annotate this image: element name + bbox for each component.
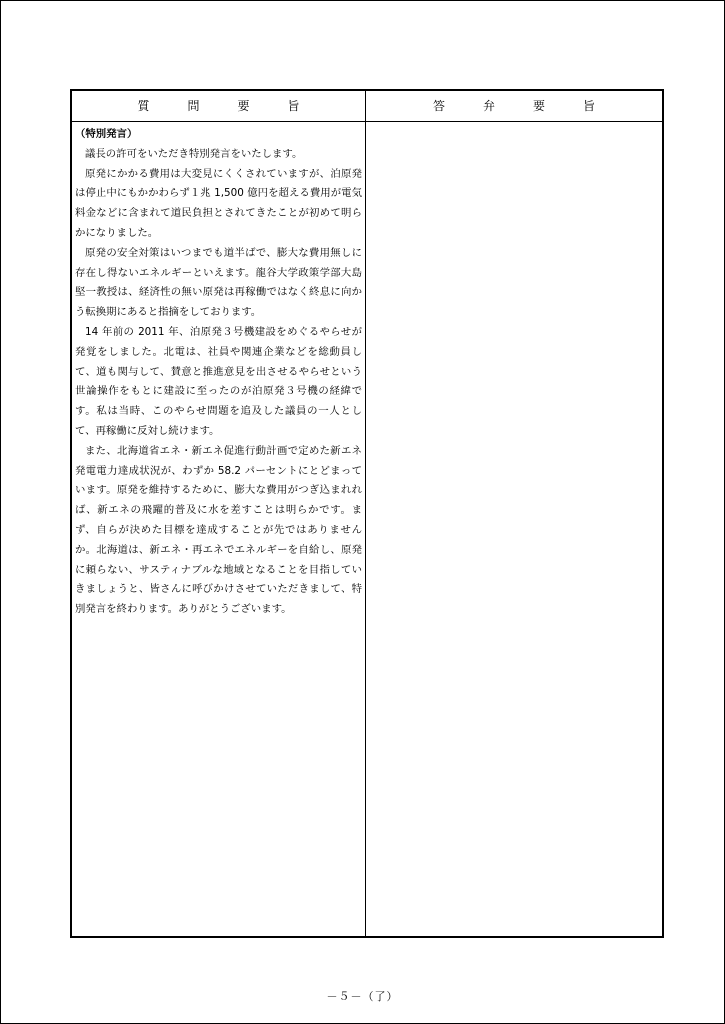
question-paragraph: 議長の許可をいただき特別発言をいたします。 <box>85 147 303 160</box>
question-paragraph: また、北海道省エネ・新エネ促進行動計画で定めた新エネ発電電力達成状況が、わずか 58.2 パーセントにとどまっています。原発を維持するために、膨大な費用がつぎ込まれれば、新エネの飛躍的普及に水を差すことは明らかです。まず、自らが決めた目標を達成することが先ではありませんか。北海道は、新エネ・再エネでエネルギーを自給し、原発に頼らない、サスティナブルな地域となることを目指していきましょうと、皆さんに呼びかけさせていただきまして、特別発言を終わります。ありがとうございます。 <box>75 444 362 616</box>
column-divider <box>365 91 366 936</box>
question-paragraph: 14 年前の 2011 年、泊原発３号機建設をめぐるやらせが発覚をしました。北電は、社員や関連企業などを総動員して、道も関与して、賛意と推進意見を出させるやらせという世論操作をもとに建設に至ったのが泊原発３号機の経緯です。私は当時、このやらせ問題を追及した議員の一人として、再稼働に反対し続けます。 <box>75 325 362 437</box>
question-paragraph: 原発の安全対策はいつまでも道半ばで、膨大な費用無しに存在し得ないエネルギーといえます。龍谷大学政策学部大島堅一教授は、経済性の無い原発は再稼働ではなく終息に向かう転換期にあると指摘をしております。 <box>75 246 362 319</box>
page-number: －５－（了） <box>326 990 399 1003</box>
question-paragraph: 原発にかかる費用は大変見にくくされていますが、泊原発は停止中にもかかわらず１兆 1,500 億円を超える費用が電気料金などに含まれて道民負担とされてきたことが初めて明らかになりました。 <box>75 167 362 239</box>
answer-summary-header: 答弁要旨 <box>432 99 633 113</box>
table-header-row <box>72 91 662 122</box>
question-summary-header: 質問要旨 <box>137 99 338 113</box>
special-remarks-heading: （特別発言） <box>75 128 138 140</box>
question-answer-table <box>70 89 664 938</box>
question-column <box>75 125 362 620</box>
